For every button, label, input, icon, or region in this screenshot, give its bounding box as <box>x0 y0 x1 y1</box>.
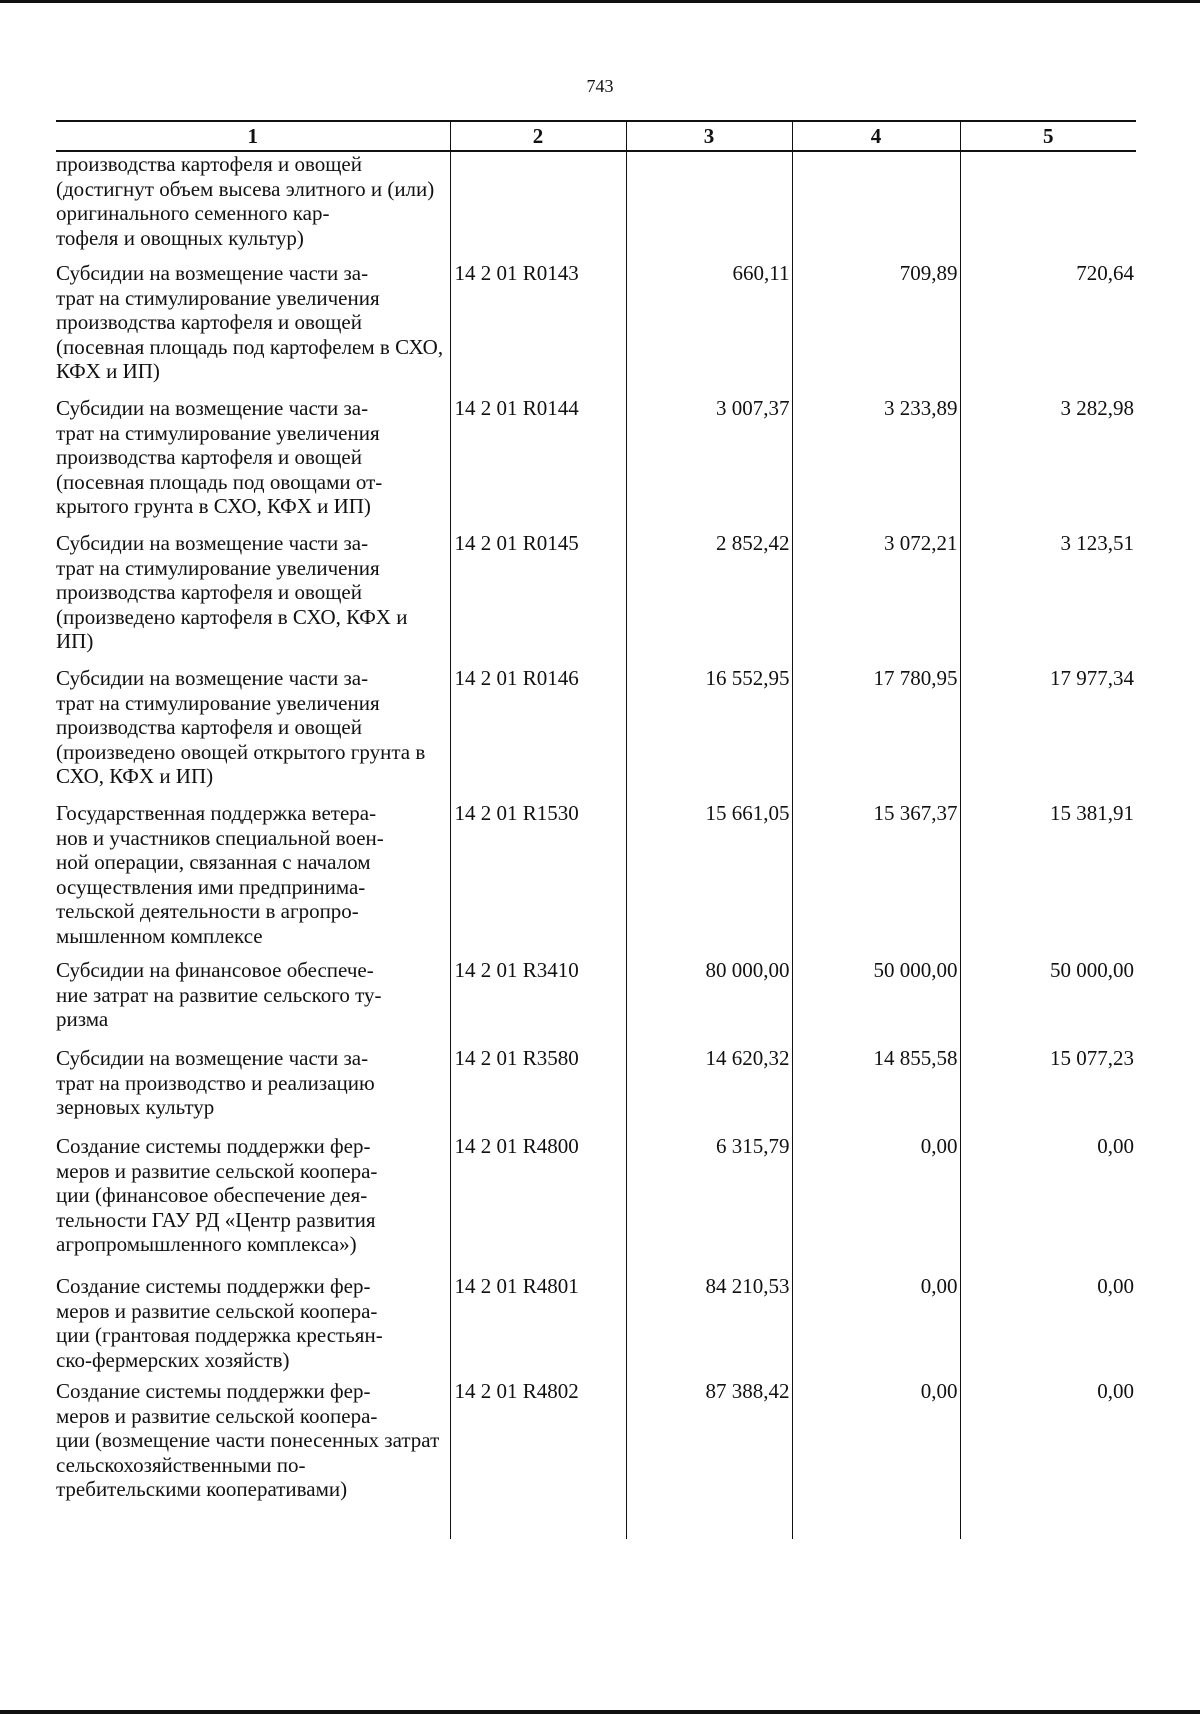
row-description: Субсидии на возмещение части за- трат на стимулирование увеличения производства картофеля и овощей (произведено картофеля в СХО, КФХ и ИП) <box>56 531 408 653</box>
row-value-col3: 16 552,95 <box>626 666 792 801</box>
row-code: 14 2 01 R1530 <box>450 801 626 958</box>
row-code: 14 2 01 R0146 <box>450 666 626 801</box>
row-code: 14 2 01 R4800 <box>450 1134 626 1274</box>
row-code: 14 2 01 R4801 <box>450 1274 626 1379</box>
row-value-col3 <box>626 151 792 261</box>
row-value-col4: 3 072,21 <box>792 531 960 666</box>
row-value-col5: 3 282,98 <box>960 396 1136 531</box>
row-code: 14 2 01 R3580 <box>450 1046 626 1134</box>
row-description: Создание системы поддержки фер- меров и развитие сельской коопера- ции (финансовое обеспечение дея- тельности ГАУ РД «Центр развития агропромышленного комплекса») <box>56 1134 378 1256</box>
row-value-col4: 709,89 <box>792 261 960 396</box>
table-row <box>56 801 1136 958</box>
row-value-col5: 0,00 <box>960 1274 1136 1379</box>
row-value-col4: 0,00 <box>792 1379 960 1539</box>
row-value-col5: 15 381,91 <box>960 801 1136 958</box>
table-row <box>56 666 1136 801</box>
row-value-col4 <box>792 151 960 261</box>
header-row <box>56 121 1136 151</box>
row-value-col5: 17 977,34 <box>960 666 1136 801</box>
table-row <box>56 1134 1136 1274</box>
row-description: Субсидии на возмещение части за- трат на стимулирование увеличения производства картофеля и овощей (произведено овощей открытого грунта в СХО, КФХ и ИП) <box>56 666 426 788</box>
row-value-col3: 87 388,42 <box>626 1379 792 1539</box>
table-row <box>56 1379 1136 1539</box>
table-row <box>56 396 1136 531</box>
row-description: Государственная поддержка ветера- нов и участников специальной воен- ной операции, связанная с началом осуществления ими предпринима- тельской деятельности в агропро- мышленном комплексе <box>56 801 384 948</box>
row-value-col4: 0,00 <box>792 1134 960 1274</box>
table-row <box>56 958 1136 1046</box>
row-value-col3: 84 210,53 <box>626 1274 792 1379</box>
row-code <box>450 151 626 261</box>
scan-edge-top <box>0 0 1200 3</box>
column-header-5: 5 <box>960 121 1136 151</box>
row-value-col3: 14 620,32 <box>626 1046 792 1134</box>
row-value-col3: 660,11 <box>626 261 792 396</box>
row-value-col4: 15 367,37 <box>792 801 960 958</box>
row-value-col5: 3 123,51 <box>960 531 1136 666</box>
row-code: 14 2 01 R0144 <box>450 396 626 531</box>
row-value-col4: 17 780,95 <box>792 666 960 801</box>
row-description: Создание системы поддержки фер- меров и развитие сельской коопера- ции (грантовая поддержка крестьян- ско-фермерских хозяйств) <box>56 1274 383 1372</box>
row-code: 14 2 01 R0145 <box>450 531 626 666</box>
table-body <box>56 151 1136 1539</box>
table-row <box>56 151 1136 261</box>
row-description: производства картофеля и овощей (достигнут объем высева элитного и (или) оригинального семенного кар- тофеля и овощных культур) <box>56 152 435 250</box>
page-number: 743 <box>586 76 614 96</box>
row-description: Субсидии на возмещение части за- трат на стимулирование увеличения производства картофеля и овощей (посевная площадь под картофелем в СХО, КФХ и ИП) <box>56 261 444 383</box>
row-description: Субсидии на возмещение части за- трат на производство и реализацию зерновых культур <box>56 1046 375 1119</box>
budget-table <box>56 120 1136 1539</box>
row-value-col4: 14 855,58 <box>792 1046 960 1134</box>
column-header-3: 3 <box>626 121 792 151</box>
row-code: 14 2 01 R3410 <box>450 958 626 1046</box>
row-description: Субсидии на финансовое обеспече- ние затрат на развитие сельского ту- ризма <box>56 958 382 1031</box>
row-description: Субсидии на возмещение части за- трат на стимулирование увеличения производства картофеля и овощей (посевная площадь под овощами от- крытого грунта в СХО, КФХ и ИП) <box>56 396 383 518</box>
table-row <box>56 1046 1136 1134</box>
row-value-col5: 0,00 <box>960 1134 1136 1274</box>
row-value-col5: 50 000,00 <box>960 958 1136 1046</box>
scan-edge-bottom <box>0 1710 1200 1714</box>
row-value-col5: 15 077,23 <box>960 1046 1136 1134</box>
row-value-col3: 6 315,79 <box>626 1134 792 1274</box>
row-value-col3: 15 661,05 <box>626 801 792 958</box>
row-value-col5: 0,00 <box>960 1379 1136 1539</box>
row-value-col4: 50 000,00 <box>792 958 960 1046</box>
row-value-col4: 0,00 <box>792 1274 960 1379</box>
row-value-col5 <box>960 151 1136 261</box>
row-code: 14 2 01 R0143 <box>450 261 626 396</box>
row-value-col5: 720,64 <box>960 261 1136 396</box>
row-value-col3: 80 000,00 <box>626 958 792 1046</box>
column-header-4: 4 <box>792 121 960 151</box>
column-header-1: 1 <box>56 121 450 151</box>
table-row <box>56 1274 1136 1379</box>
row-value-col3: 2 852,42 <box>626 531 792 666</box>
column-header-2: 2 <box>450 121 626 151</box>
row-value-col4: 3 233,89 <box>792 396 960 531</box>
row-value-col3: 3 007,37 <box>626 396 792 531</box>
table-row <box>56 531 1136 666</box>
row-code: 14 2 01 R4802 <box>450 1379 626 1539</box>
table-row <box>56 261 1136 396</box>
row-description: Создание системы поддержки фер- меров и развитие сельской коопера- ции (возмещение части понесенных затрат сельскохозяйственными по- требительскими кооперативами) <box>56 1379 440 1501</box>
